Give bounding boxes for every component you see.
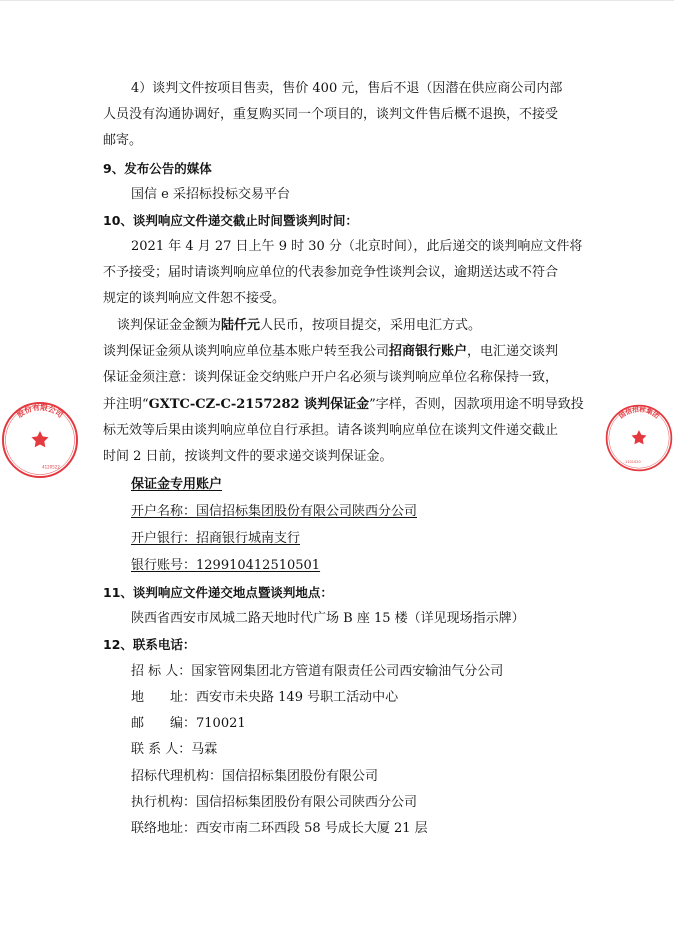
left-company-seal: [0, 360, 80, 520]
right-seal-text: 国信招标集团: [617, 405, 661, 421]
account-bank: 开户银行：招商银行城南支行: [131, 531, 301, 546]
p4-line1: 4）谈判文件按项目售卖，售价 400 元，售后不退（因潜在供应商公司内部: [131, 81, 563, 96]
deposit-amount-suffix: 人民币，按项目提交，采用电汇方式。: [260, 318, 482, 333]
left-seal-star-icon: [31, 431, 48, 447]
page-top-border: [0, 0, 674, 1]
deposit-code-prefix: 并注明“: [103, 397, 149, 412]
contact-value: 国信招标集团股份有限公司陕西分公司: [196, 795, 418, 810]
p4-line3: 邮寄。: [103, 133, 143, 148]
left-seal-number: 4120522: [42, 464, 60, 470]
right-company-seal: [604, 358, 674, 518]
contact-label: 邮 编：: [131, 716, 197, 731]
contact-row: [131, 688, 398, 708]
contact-label: 执行机构：: [131, 795, 197, 810]
contact-label: 招标代理机构：: [131, 769, 223, 784]
section-9-heading: 9、发布公告的媒体: [103, 161, 212, 176]
deposit-amount: 陆仟元: [221, 318, 261, 333]
right-seal-star-icon: [632, 430, 647, 444]
contact-label: 联 系 人：: [131, 742, 192, 757]
deposit-line1: [117, 316, 481, 336]
section-10-line1: 2021 年 4 月 27 日上午 9 时 30 分（北京时间），此后递交的谈判响应文件将: [131, 239, 583, 254]
contact-value: 国信招标集团股份有限公司: [222, 769, 379, 784]
deposit-line6: 时间 2 日前，按谈判文件的要求递交谈判保证金。: [103, 449, 393, 464]
contact-value: 西安市南二环西段 58 号成长大厦 21 层: [196, 821, 428, 836]
contact-row: [131, 819, 428, 839]
section-10-heading: 10、谈判响应文件递交截止时间暨谈判时间：: [103, 213, 358, 228]
contact-row: [131, 740, 217, 760]
contact-label: 招 标 人：: [131, 664, 192, 679]
deposit-bank-account: 招商银行账户: [389, 344, 468, 359]
deposit-line5: 标无效等后果由谈判响应单位自行承担。请各谈判响应单位在谈判文件递交截止: [103, 423, 559, 438]
deposit-code-suffix: ”字样，否则，因款项用途不明导致投: [369, 397, 584, 412]
contact-value: 710021: [196, 716, 246, 731]
deposit-amount-prefix: 谈判保证金金额为: [117, 318, 222, 333]
account-number: 银行账号：129910412510501: [131, 558, 321, 573]
account-name: 开户名称：国信招标集团股份有限公司陕西分公司: [131, 504, 418, 519]
contact-row: [131, 793, 417, 813]
section-11-body: 陕西省西安市凤城二路天地时代广场 B 座 15 楼（详见现场指示牌）: [131, 611, 525, 626]
deposit-bank-prefix: 谈判保证金须从谈判响应单位基本账户转至我公司: [103, 344, 390, 359]
contact-value: 西安市未央路 149 号职工活动中心: [196, 690, 399, 705]
left-seal-text: 股份有限公司: [15, 402, 65, 420]
contact-label: 地 址：: [131, 690, 197, 705]
contact-row: [131, 714, 246, 734]
section-12-heading: 12、联系电话：: [103, 637, 196, 652]
right-seal-number: 1101020: [625, 459, 641, 464]
account-title: 保证金专用账户: [131, 477, 223, 492]
deposit-line4: [103, 395, 584, 415]
deposit-line3: 保证金须注意：谈判保证金交纳账户开户名必须与谈判响应单位名称保持一致，: [103, 370, 559, 385]
deposit-project-code: GXTC-CZ-C-2157282 谈判保证金: [148, 397, 370, 412]
deposit-line2: [103, 342, 558, 362]
section-10-line2: 不予接受；届时请谈判响应单位的代表参加竞争性谈判会议，逾期送达或不符合: [103, 265, 559, 280]
contact-row: [131, 767, 378, 787]
deposit-bank-suffix: ，电汇递交谈判: [467, 344, 559, 359]
contact-row: [131, 662, 503, 682]
section-11-heading: 11、谈判响应文件递交地点暨谈判地点：: [103, 585, 333, 600]
contact-label: 联络地址：: [131, 821, 197, 836]
section-10-line3: 规定的谈判响应文件恕不接受。: [103, 291, 286, 306]
section-9-body: 国信 e 采招标投标交易平台: [131, 187, 290, 202]
p4-line2: 人员没有沟通协调好，重复购买同一个项目的，谈判文件售后概不退换，不接受: [103, 107, 559, 122]
contact-value: 国家管网集团北方管道有限责任公司西安输油气分公司: [191, 664, 504, 679]
contact-value: 马霖: [191, 742, 218, 757]
